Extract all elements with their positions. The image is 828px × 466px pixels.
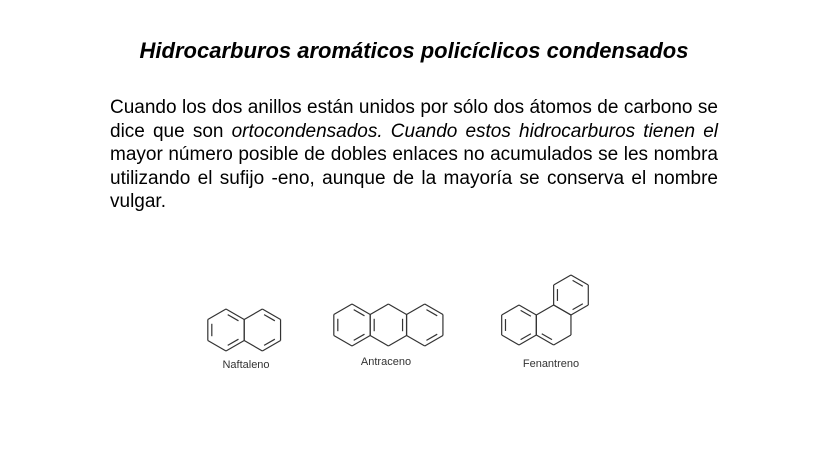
naftaleno-structure xyxy=(208,309,281,351)
fenantreno-label: Fenantreno xyxy=(522,358,580,370)
antraceno-label: Antraceno xyxy=(360,356,412,368)
paragraph-part-2: mayor número posible de dobles enlaces no acumulados se les nombra utilizando el sufijo -eno, aunque de la mayoría se conserva el nombre vulgar. xyxy=(110,144,718,212)
page-title: Hidrocarburos aromáticos policíclicos condensados xyxy=(139,38,689,63)
antraceno-structure xyxy=(334,304,443,346)
naftaleno-label: Naftaleno xyxy=(222,359,270,371)
paragraph-part-1: Cuando los dos anillos están unidos por sólo dos átomos de carbono se dice que son xyxy=(110,97,718,142)
paragraph-italic: ortocondensados. Cuando estos hidrocarburos tienen el xyxy=(231,120,718,142)
fenantreno-structure xyxy=(502,275,589,345)
